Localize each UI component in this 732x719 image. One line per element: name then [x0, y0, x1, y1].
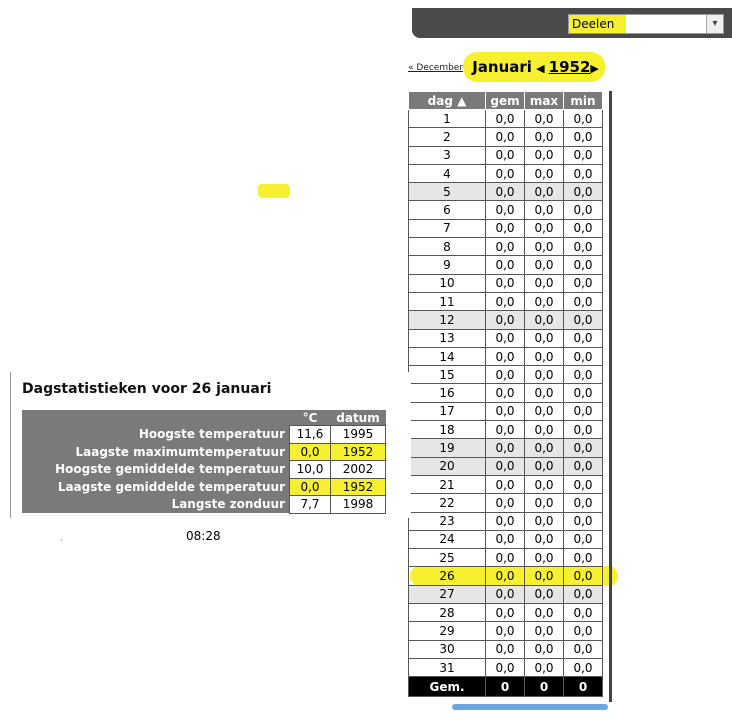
day-cell: 18: [409, 421, 486, 439]
table-row: [409, 201, 603, 219]
min-cell: 0,0: [564, 384, 603, 402]
stats-header-row: [22, 410, 386, 426]
gem-cell: 0,0: [486, 567, 525, 585]
min-cell: 0,0: [564, 256, 603, 274]
share-select-value: Deelen: [569, 15, 626, 33]
min-cell: 0,0: [564, 585, 603, 603]
chevron-down-icon[interactable]: ▾: [706, 15, 723, 33]
day-cell: 5: [409, 183, 486, 201]
gem-cell: 0,0: [486, 549, 525, 567]
max-cell: 0,0: [525, 640, 564, 658]
gem-cell: 0,0: [486, 402, 525, 420]
min-cell: 0,0: [564, 110, 603, 128]
day-cell: 14: [409, 347, 486, 365]
table-row: [409, 183, 603, 201]
table-row: [409, 146, 603, 164]
day-cell: 8: [409, 238, 486, 256]
min-cell: 0,0: [564, 164, 603, 182]
stats-col-temp: °C: [290, 410, 331, 426]
table-row: [409, 366, 603, 384]
day-cell: 22: [409, 494, 486, 512]
table-row: [409, 110, 603, 128]
max-cell: 0,0: [525, 128, 564, 146]
stats-value: 11,6: [290, 426, 331, 444]
min-cell: 0,0: [564, 146, 603, 164]
min-cell: 0,0: [564, 530, 603, 548]
table-row: [409, 475, 603, 493]
avg-gem: 0: [486, 677, 525, 697]
stats-table: [22, 410, 386, 514]
min-cell: 0,0: [564, 604, 603, 622]
max-cell: 0,0: [525, 604, 564, 622]
highlight-mark: [258, 184, 290, 198]
stats-label: Hoogste gemiddelde temperatuur: [22, 461, 290, 479]
max-cell: 0,0: [525, 512, 564, 530]
table-row: [409, 457, 603, 475]
stats-row: [22, 426, 386, 444]
min-cell: 0,0: [564, 292, 603, 310]
gem-cell: 0,0: [486, 164, 525, 182]
gem-cell: 0,0: [486, 494, 525, 512]
day-cell: 24: [409, 530, 486, 548]
min-cell: 0,0: [564, 421, 603, 439]
next-year-icon[interactable]: ▶: [590, 62, 599, 75]
min-cell: 0,0: [564, 347, 603, 365]
avg-max: 0: [525, 677, 564, 697]
max-cell: 0,0: [525, 366, 564, 384]
day-cell: 28: [409, 604, 486, 622]
min-cell: 0,0: [564, 457, 603, 475]
max-cell: 0,0: [525, 329, 564, 347]
current-year-link[interactable]: 1952: [548, 58, 591, 76]
min-cell: 0,0: [564, 311, 603, 329]
time-text: 08:28: [186, 529, 221, 543]
max-cell: 0,0: [525, 585, 564, 603]
max-cell: 0,0: [525, 238, 564, 256]
min-cell: 0,0: [564, 201, 603, 219]
max-cell: 0,0: [525, 183, 564, 201]
stats-value: 10,0: [290, 461, 331, 479]
min-cell: 0,0: [564, 439, 603, 457]
day-cell: 7: [409, 219, 486, 237]
gem-cell: 0,0: [486, 658, 525, 676]
table-row: [409, 494, 603, 512]
min-cell: 0,0: [564, 494, 603, 512]
max-cell: 0,0: [525, 402, 564, 420]
table-row: [409, 128, 603, 146]
table-row: [409, 439, 603, 457]
table-row: [409, 549, 603, 567]
day-cell: 31: [409, 658, 486, 676]
stats-value: 0,0: [290, 478, 331, 496]
day-cell: 15: [409, 366, 486, 384]
max-cell: 0,0: [525, 110, 564, 128]
table-row: [409, 402, 603, 420]
stats-value: 7,7: [290, 496, 331, 514]
min-cell: 0,0: [564, 128, 603, 146]
min-cell: 0,0: [564, 402, 603, 420]
table-row: [409, 530, 603, 548]
stats-date: 1952: [331, 443, 386, 461]
table-row: [409, 274, 603, 292]
max-cell: 0,0: [525, 201, 564, 219]
day-cell: 21: [409, 475, 486, 493]
min-cell: 0,0: [564, 329, 603, 347]
days-table: [408, 91, 603, 697]
table-row: [409, 585, 603, 603]
table-row: [409, 292, 603, 310]
day-cell: 6: [409, 201, 486, 219]
day-cell: 26: [409, 567, 486, 585]
table-row: [409, 164, 603, 182]
stats-date: 1952: [331, 478, 386, 496]
table-bottom-shadow: [452, 704, 608, 710]
gem-cell: 0,0: [486, 530, 525, 548]
gem-cell: 0,0: [486, 512, 525, 530]
table-row: [409, 256, 603, 274]
stats-row: [22, 443, 386, 461]
min-cell: 0,0: [564, 512, 603, 530]
day-cell: 10: [409, 274, 486, 292]
min-cell: 0,0: [564, 640, 603, 658]
day-cell: 20: [409, 457, 486, 475]
min-cell: 0,0: [564, 658, 603, 676]
table-row: [409, 347, 603, 365]
max-cell: 0,0: [525, 475, 564, 493]
max-cell: 0,0: [525, 292, 564, 310]
col-gem[interactable]: gem: [486, 92, 525, 110]
stats-date: 1995: [331, 426, 386, 444]
gem-cell: 0,0: [486, 347, 525, 365]
day-cell: 11: [409, 292, 486, 310]
table-row: [409, 311, 603, 329]
max-cell: 0,0: [525, 311, 564, 329]
max-cell: 0,0: [525, 347, 564, 365]
gem-cell: 0,0: [486, 256, 525, 274]
month-navigation: [408, 58, 599, 84]
max-cell: 0,0: [525, 439, 564, 457]
table-row: [409, 384, 603, 402]
table-row: [409, 512, 603, 530]
gem-cell: 0,0: [486, 128, 525, 146]
gem-cell: 0,0: [486, 292, 525, 310]
gem-cell: 0,0: [486, 640, 525, 658]
day-cell: 25: [409, 549, 486, 567]
stats-label: Langste zonduur: [22, 496, 290, 514]
col-min[interactable]: min: [564, 92, 603, 110]
stats-date: 1998: [331, 496, 386, 514]
max-cell: 0,0: [525, 494, 564, 512]
gem-cell: 0,0: [486, 585, 525, 603]
current-month: Januari: [472, 58, 532, 76]
table-right-edge: [609, 91, 612, 702]
stats-title: Dagstatistieken voor 26 januari: [22, 381, 272, 397]
max-cell: 0,0: [525, 146, 564, 164]
max-cell: 0,0: [525, 274, 564, 292]
stats-row: [22, 478, 386, 496]
avg-min: 0: [564, 677, 603, 697]
gem-cell: 0,0: [486, 384, 525, 402]
min-cell: 0,0: [564, 219, 603, 237]
prev-year-icon[interactable]: ◀: [536, 62, 545, 75]
stats-date: 2002: [331, 461, 386, 479]
table-row: [409, 640, 603, 658]
day-cell: 29: [409, 622, 486, 640]
max-cell: 0,0: [525, 549, 564, 567]
gem-cell: 0,0: [486, 475, 525, 493]
stats-col-label: [22, 410, 290, 426]
col-dag[interactable]: dag ▲: [409, 92, 486, 110]
gem-cell: 0,0: [486, 439, 525, 457]
gem-cell: 0,0: [486, 110, 525, 128]
day-cell: 27: [409, 585, 486, 603]
max-cell: 0,0: [525, 219, 564, 237]
max-cell: 0,0: [525, 164, 564, 182]
gem-cell: 0,0: [486, 219, 525, 237]
gem-cell: 0,0: [486, 604, 525, 622]
gem-cell: 0,0: [486, 201, 525, 219]
min-cell: 0,0: [564, 183, 603, 201]
table-row: [409, 567, 603, 585]
day-cell: 17: [409, 402, 486, 420]
stats-label: Hoogste temperatuur: [22, 426, 290, 444]
table-row: [409, 329, 603, 347]
gem-cell: 0,0: [486, 366, 525, 384]
stats-row: [22, 496, 386, 514]
max-cell: 0,0: [525, 421, 564, 439]
gem-cell: 0,0: [486, 146, 525, 164]
share-select[interactable]: [568, 14, 724, 34]
avg-row: [409, 677, 603, 697]
stats-col-date: datum: [331, 410, 386, 426]
gem-cell: 0,0: [486, 311, 525, 329]
day-cell: 3: [409, 146, 486, 164]
min-cell: 0,0: [564, 238, 603, 256]
stats-row: [22, 461, 386, 479]
day-cell: 2: [409, 128, 486, 146]
table-row: [409, 658, 603, 676]
min-cell: 0,0: [564, 549, 603, 567]
min-cell: 0,0: [564, 366, 603, 384]
max-cell: 0,0: [525, 658, 564, 676]
day-cell: 30: [409, 640, 486, 658]
table-row: [409, 219, 603, 237]
day-cell: 12: [409, 311, 486, 329]
max-cell: 0,0: [525, 567, 564, 585]
gem-cell: 0,0: [486, 274, 525, 292]
table-row: [409, 238, 603, 256]
min-cell: 0,0: [564, 567, 603, 585]
gem-cell: 0,0: [486, 183, 525, 201]
gem-cell: 0,0: [486, 238, 525, 256]
day-cell: 9: [409, 256, 486, 274]
gem-cell: 0,0: [486, 457, 525, 475]
day-cell: 16: [409, 384, 486, 402]
min-cell: 0,0: [564, 274, 603, 292]
max-cell: 0,0: [525, 384, 564, 402]
stats-label: Laagste gemiddelde temperatuur: [22, 478, 290, 496]
max-cell: 0,0: [525, 622, 564, 640]
min-cell: 0,0: [564, 475, 603, 493]
min-cell: 0,0: [564, 622, 603, 640]
day-cell: 13: [409, 329, 486, 347]
table-row: [409, 604, 603, 622]
prev-month-link[interactable]: « December: [408, 63, 464, 73]
stats-value: 0,0: [290, 443, 331, 461]
col-max[interactable]: max: [525, 92, 564, 110]
stray-mark: ,: [60, 533, 63, 542]
day-cell: 4: [409, 164, 486, 182]
day-cell: 23: [409, 512, 486, 530]
gem-cell: 0,0: [486, 622, 525, 640]
table-row: [409, 421, 603, 439]
day-cell: 19: [409, 439, 486, 457]
table-row: [409, 622, 603, 640]
gem-cell: 0,0: [486, 421, 525, 439]
days-header-row: [409, 92, 603, 110]
max-cell: 0,0: [525, 530, 564, 548]
gem-cell: 0,0: [486, 329, 525, 347]
stats-label: Laagste maximumtemperatuur: [22, 443, 290, 461]
day-cell: 1: [409, 110, 486, 128]
max-cell: 0,0: [525, 256, 564, 274]
max-cell: 0,0: [525, 457, 564, 475]
avg-label: Gem.: [409, 677, 486, 697]
